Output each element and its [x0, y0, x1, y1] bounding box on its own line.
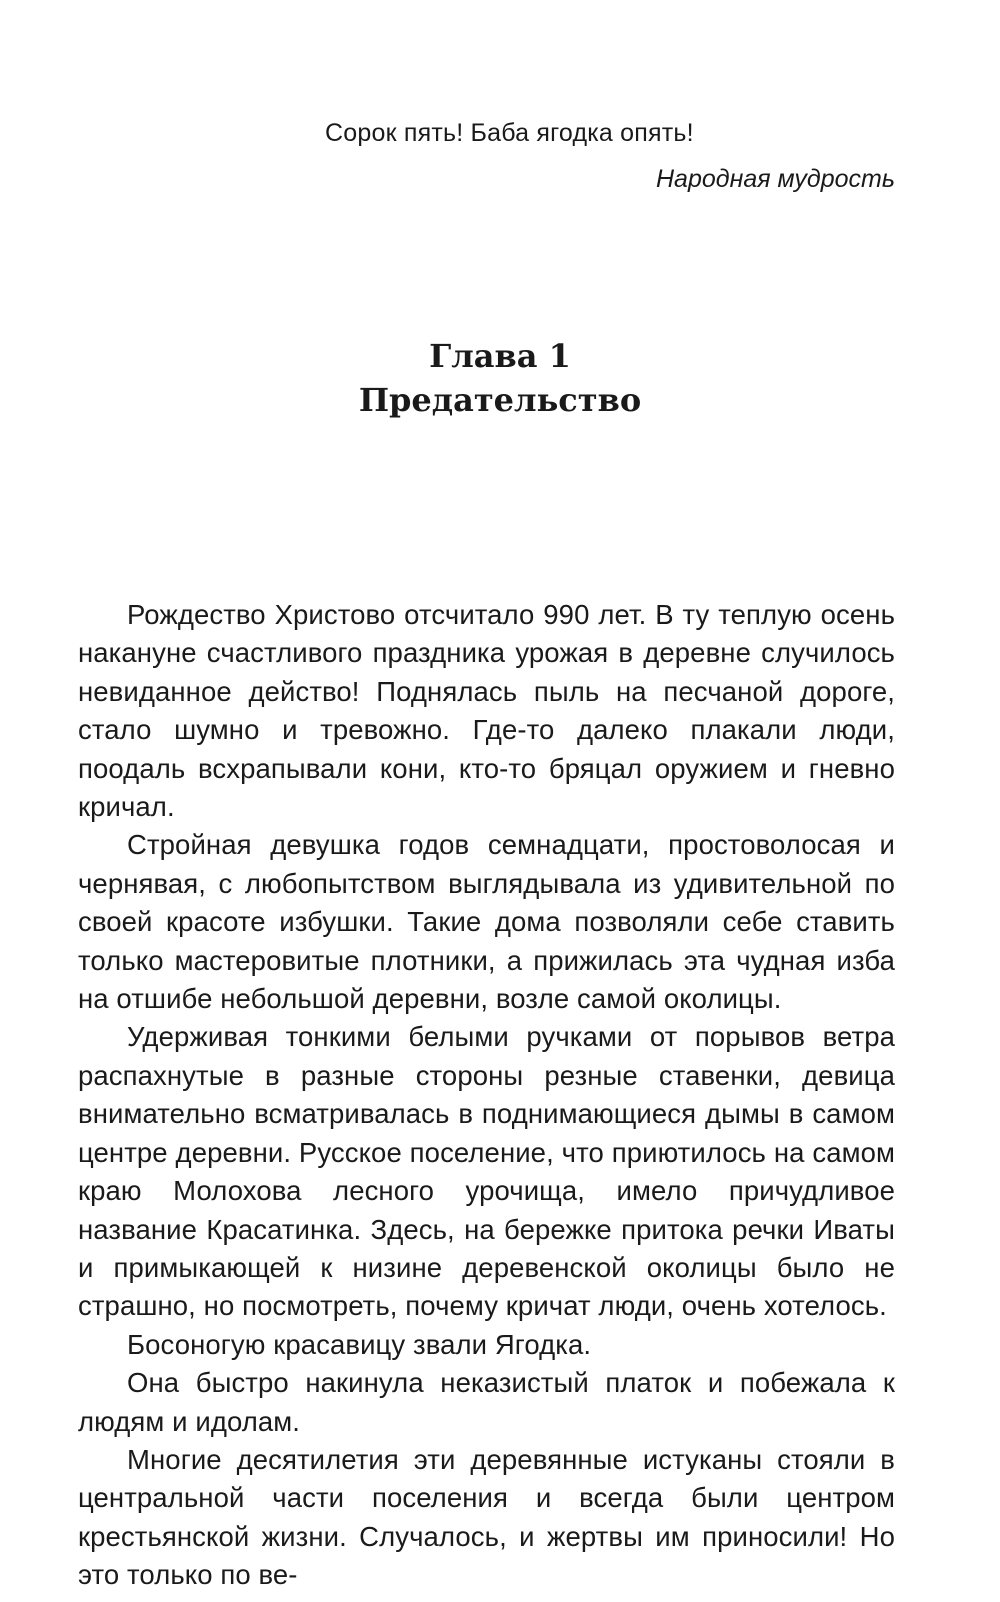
- chapter-title: Предательство: [358, 381, 642, 419]
- paragraph: Она быстро накинула неказистый платок и побежала к людям и идолам.: [78, 1367, 895, 1437]
- paragraph: Удерживая тонкими белыми ручками от порывов ветра распахнутые в разные стороны резные ставенки, девица внимательно всматривалась в поднимающиеся дымы в самом центре деревни. Русское поселение, что приютилось на самом краю Молохова лесного урочища, имело причудливое название Красатинка. Здесь, на бережке притока речки Иваты и примыкающей к низине деревенской околицы было не страшно, но посмотреть, почему кричат люди, очень хотелось.: [78, 1021, 895, 1322]
- chapter-number: Глава 1: [429, 337, 571, 375]
- paragraph: Многие десятилетия эти деревянные истуканы стояли в центральной части поселения и всегда были центром крестьянской жизни. Случалось, и жертвы им приносили! Но это только по ве-: [78, 1443, 895, 1591]
- chapter-heading: [0, 334, 1000, 422]
- paragraph: Стройная девушка годов семнадцати, простоволосая и чернявая, с любопытством выглядывала из удивительной по своей красоте избушки. Такие дома позволяли себе ставить только мастеровитые плотники, а прижилась эта чудная изба на отшибе небольшой деревни, возле самой околицы.: [78, 829, 895, 1015]
- paragraph: Босоногую красавицу звали Ягодка.: [127, 1328, 592, 1360]
- epigraph-source: Народная мудрость: [655, 165, 895, 193]
- epigraph-text: Сорок пять! Баба ягодка опять!: [325, 119, 694, 147]
- body-text: [78, 596, 895, 1595]
- paragraph: Рождество Христово отсчитало 990 лет. В ту теплую осень накануне счастливого праздника урожая в деревне случилось невиданное действо! Поднялась пыль на песчаной дороге, стало шумно и тревожно. Где-то далеко плакали люди, поодаль всхрапывали кони, кто-то бряцал оружием и гневно кричал.: [78, 599, 895, 823]
- epigraph: [300, 118, 895, 194]
